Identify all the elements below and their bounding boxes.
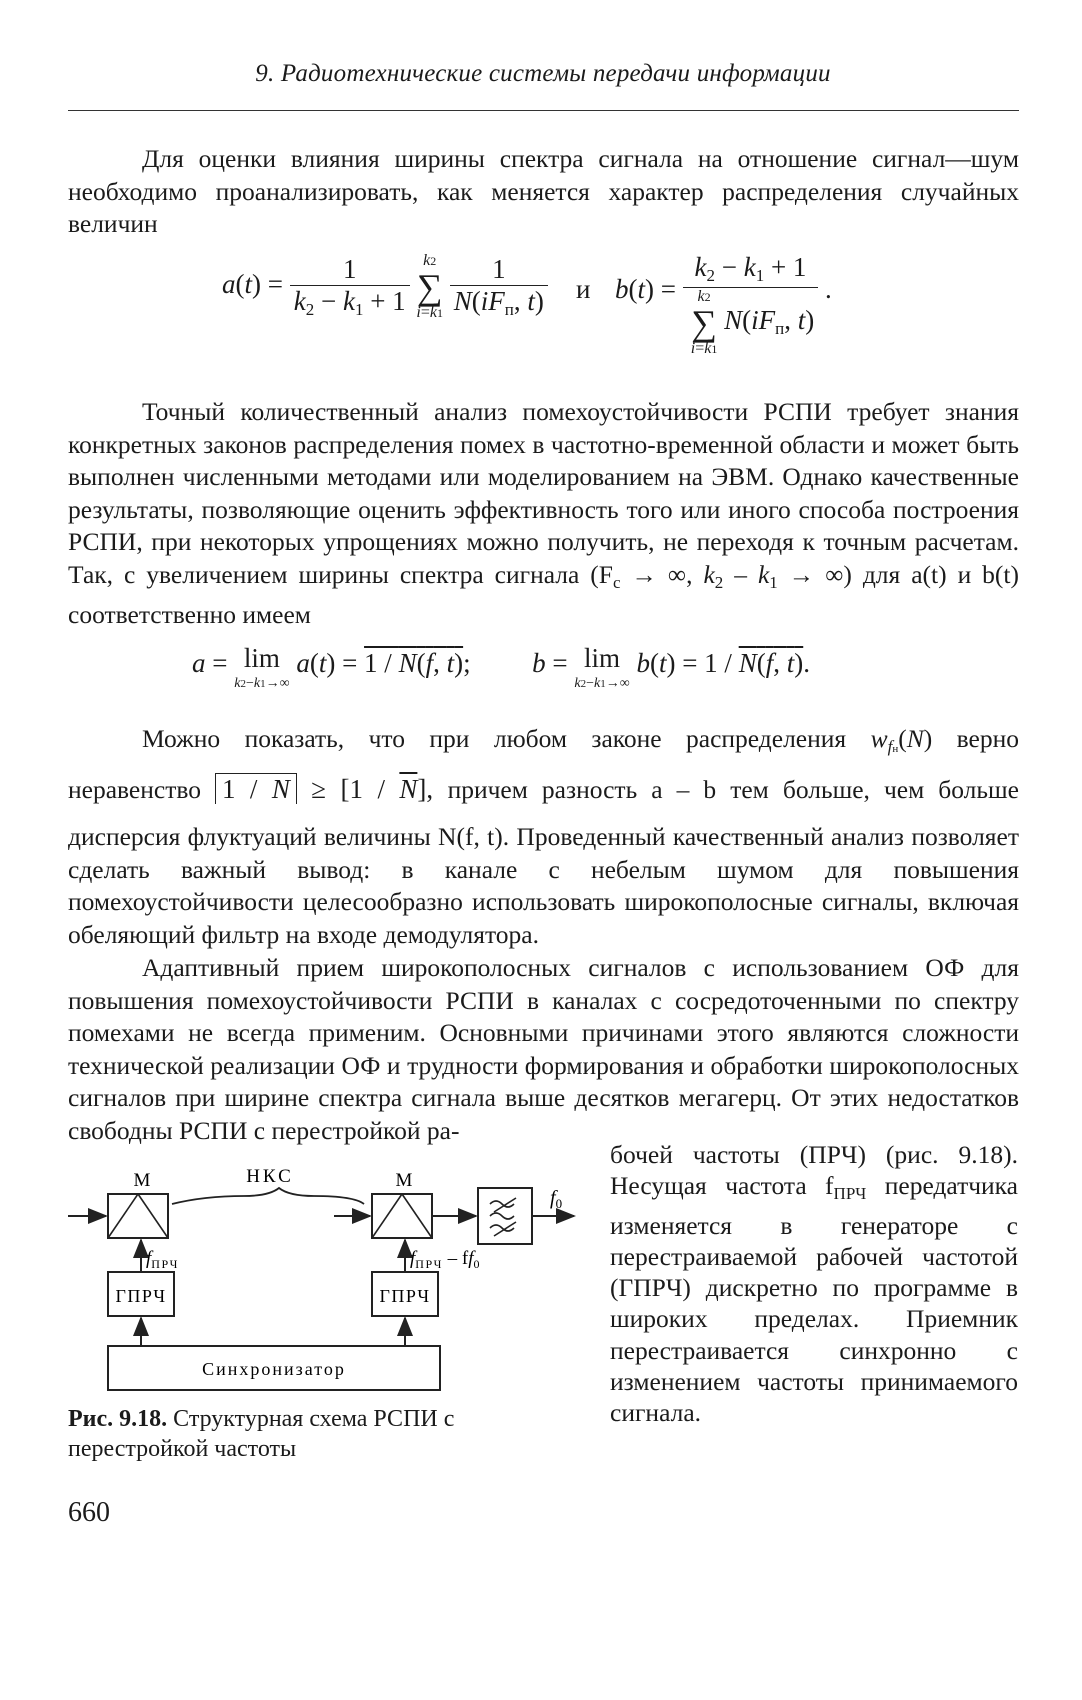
eq-b-lhs: b(t) = bbox=[615, 274, 676, 304]
label-m1: М bbox=[133, 1170, 151, 1191]
label-fprch-2: $f_{ПРЧ} - ff_0$ bbox=[410, 1248, 480, 1271]
page-number: 660 bbox=[68, 1497, 110, 1528]
label-f0: $f_0$ bbox=[550, 1187, 563, 1211]
paragraph-1-text: Для оценки влияния ширины спектра сигнала на отношение сигнал—шум необходимо проанализировать, как меняется характер распределения случайных величин bbox=[68, 144, 1019, 238]
channel-brace bbox=[172, 1188, 364, 1204]
caption-label: Рис. 9.18. bbox=[68, 1406, 168, 1432]
eq-lim-b: b = lim k2−k1→∞ b(t) = 1 / N(f, t). bbox=[532, 643, 810, 691]
paragraph-3-rest: дисперсия флуктуаций величины N(f, t). Проведенный качественный анализ позволяет сделать важный вывод: в канале с небелым шумом для повышения помехоустойчивости целесообразно использовать широкополосные сигналы, включая обеляющий фильтр на входе демодулятора. bbox=[68, 822, 1019, 949]
equation-limits bbox=[192, 643, 810, 694]
paragraph-5: бочей частоты (ПРЧ) (рис. 9.18). Несущая частота $f_{ПРЧ}$ передатчика изменяется в генераторе с перестраиваемой рабочей частотой (ГПРЧ) дискретно по программе в широких пределах. Приемник перестраивается синхронно с изменением частоты принимаемого сигнала. bbox=[610, 1140, 1018, 1428]
eq-a-lhs: a(t) = bbox=[222, 269, 290, 300]
paragraph-2: Точный количественный анализ помехоустойчивости РСПИ требует знания конкретных законов распределения помех в частотно-временной области и может быть выполнен численными методами или моделированием на ЭВМ. Однако качественные результаты, позволяющие оценить эффективность того или иного способа построения РСПИ, при некоторых упрощениях можно получить, не переходя к точным расчетам. Так, с увеличением ширины спектра сигнала ($F_с$ → ∞, $k_2 - k_1$ → ∞) для a(t) и b(t) соответственно имеем bbox=[68, 397, 1019, 629]
modulator-2 bbox=[372, 1194, 432, 1238]
synchronizer-label: Синхронизатор bbox=[202, 1359, 346, 1379]
bandpass-filter bbox=[478, 1188, 532, 1244]
running-title: 9. Радиотехнические системы передачи информации bbox=[255, 60, 831, 87]
equation-and: и bbox=[576, 274, 591, 304]
modulator-1 bbox=[108, 1194, 168, 1238]
figure-caption bbox=[68, 1404, 583, 1464]
eq-a-frac2: $\frac{1}{N(iF_п, t)}$ bbox=[450, 254, 548, 320]
caption-text: Структурная схема РСПИ с перестройкой частоты bbox=[68, 1406, 455, 1462]
label-fprch-1: $f_{ПРЧ}$ bbox=[146, 1248, 179, 1271]
label-nks: НКС bbox=[246, 1166, 294, 1187]
gprch-label-1: ГПРЧ bbox=[115, 1286, 167, 1306]
paragraph-1 bbox=[68, 143, 1019, 241]
header-rule bbox=[68, 110, 1019, 111]
paragraph-3-line1: Можно показать, что при любом законе распределения $w_{fн}(N)$ верно bbox=[142, 724, 1020, 756]
equation-a-b bbox=[222, 252, 548, 322]
eq-a-frac1: $\frac{1}{k_2 - k_1 + 1}$ bbox=[290, 254, 410, 320]
gprch-label-2: ГПРЧ bbox=[379, 1286, 431, 1306]
inequality: $1 / N \ge [1 / \overline{N}]$, bbox=[215, 773, 448, 804]
eq-lim-a: a = lim k2−k1→∞ a(t) = 1 / N(f, t); bbox=[192, 643, 478, 691]
paragraph-2-text: Точный количественный анализ помехоустойчивости РСПИ требует знания конкретных законов распределения помех в частотно-временной области и может быть выполнен численными методами или моделированием на ЭВМ. Однако качественные результаты, позволяющие оценить эффективность того или иного способа построения РСПИ, при некоторых упрощениях можно получить, не переходя к точным расчетам. Так, с увеличением ширины спектра сигнала (F bbox=[68, 397, 1019, 589]
eq-b-frac: $k_2 - k_1 + 1$ k2 ∑ i=k1 $N(iF_п$, t) bbox=[683, 252, 818, 358]
equation-b: b(t) = $k_2 - k_1 + 1$ k2 ∑ i=k1 $N(iF_п$, t) . bbox=[615, 252, 832, 357]
label-m2: М bbox=[395, 1170, 413, 1191]
paragraph-3-line2: неравенство $1 / N \ge [1 / \overline{N}]$, причем разность a – b тем больше, чем больше bbox=[68, 774, 1019, 804]
paragraph-4: Адаптивный прием широкополосных сигналов с использованием ОФ для повышения помехоустойчивости РСПИ в каналах с сосредоточенными по спектру помехами не всегда применим. Основными причинами этого являются сложности технической реализации ОФ и трудности формирования и обработки широкополосных сигналов при ширине спектра сигнала выше десятков мегагерц. От этих недостатков свободны РСПИ с перестройкой ра- bbox=[68, 953, 1019, 1145]
eq-a-sum: k2 ∑ i=k1 bbox=[416, 252, 444, 321]
w-f-n-symbol: $w_{fн}(N)$ bbox=[870, 724, 933, 756]
paragraph-2-tail: для a(t) и b(t) соответственно имеем bbox=[68, 559, 1019, 629]
block-diagram bbox=[64, 1160, 584, 1400]
